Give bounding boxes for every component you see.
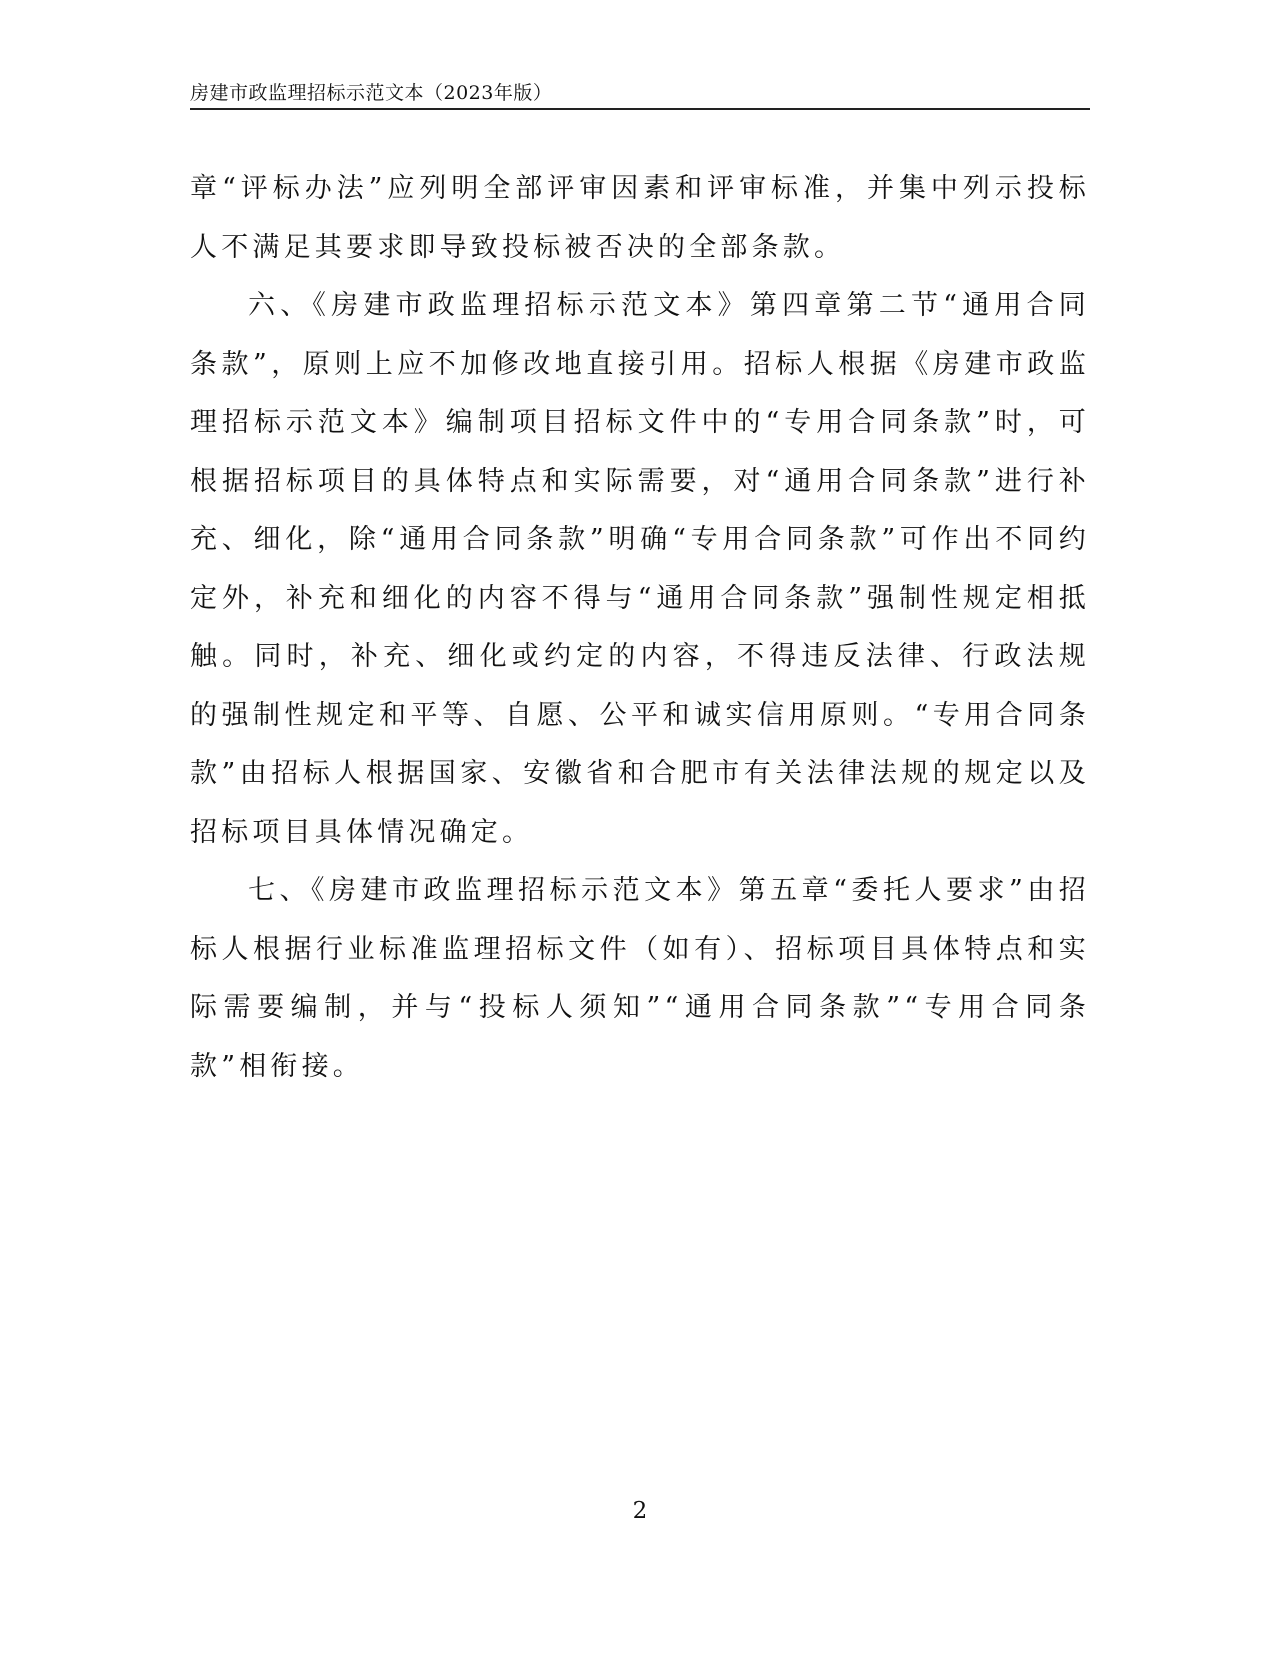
paragraph-item-six: 六、《房建市政监理招标示范文本》第四章第二节“通用合同条款”，原则上应不加修改地直接引用。招标人根据《房建市政监理招标示范文本》编制项目招标文件中的“专用合同条款”时，可根据招标项目的具体特点和实际需要，对“通用合同条款”进行补充、细化，除“通用合同条款”明确“专用合同条款”可作出不同约定外，补充和细化的内容不得与“通用合同条款”强制性规定相抵触。同时，补充、细化或约定的内容，不得违反法律、行政法规的强制性规定和平等、自愿、公平和诚实信用原则。“专用合同条款”由招标人根据国家、安徽省和合肥市有关法律法规的规定以及招标项目具体情况确定。 [190, 290, 1090, 848]
page-number: 2 [632, 1498, 648, 1524]
running-header: 房建市政监理招标示范文本（2023年版） [190, 82, 553, 104]
body-text [190, 160, 1090, 1096]
paragraph-item-seven: 七、《房建市政监理招标示范文本》第五章“委托人要求”由招标人根据行业标准监理招标文件（如有）、招标项目具体特点和实际需要编制，并与“投标人须知”“通用合同条款”“专用合同条款”相衔接。 [190, 875, 1090, 1082]
paragraph-continuation: 章“评标办法”应列明全部评审因素和评审标准，并集中列示投标人不满足其要求即导致投标被否决的全部条款。 [190, 173, 1090, 263]
header-rule [190, 108, 1090, 110]
